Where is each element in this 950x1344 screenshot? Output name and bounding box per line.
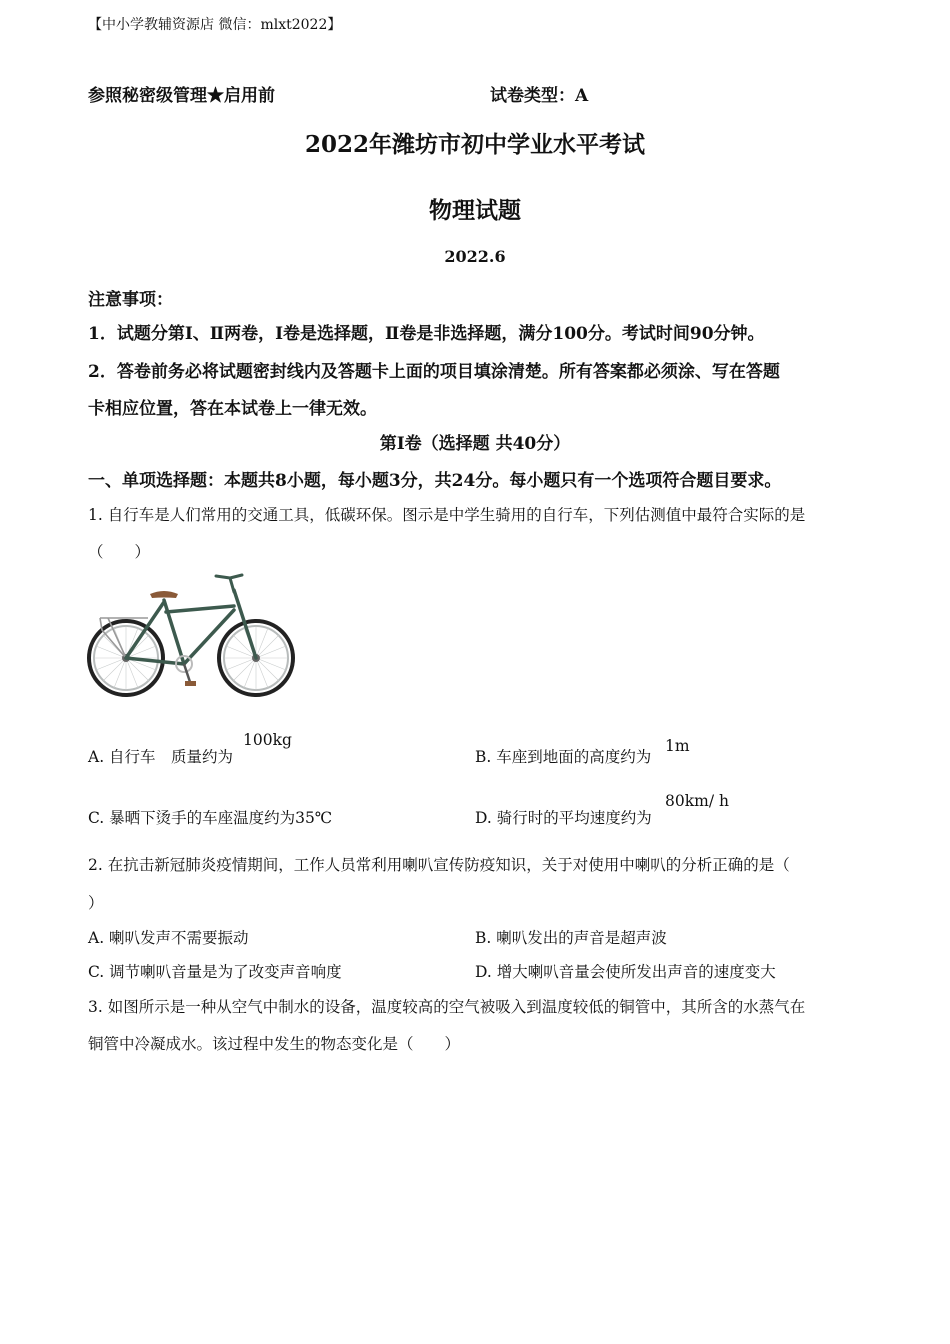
paper-type-label: 试卷类型：A xyxy=(490,86,589,106)
q1-option-b-value: 1m xyxy=(665,737,690,755)
q1-option-b: B. 车座到地面的高度约为 xyxy=(475,748,652,766)
crank-arm xyxy=(184,664,190,682)
question-3-stem-line-2: 铜管中冷凝成水。该过程中发生的物态变化是（ ） xyxy=(88,1035,461,1053)
handlebar xyxy=(216,575,242,592)
bicycle-seat xyxy=(150,591,178,598)
notice-heading: 注意事项： xyxy=(88,290,173,310)
subject-title: 物理试题 xyxy=(429,197,521,224)
q1-option-d: D. 骑行时的平均速度约为 xyxy=(475,809,652,827)
question-1-blank: （ ） xyxy=(88,543,151,561)
section-one-heading: 一、单项选择题：本题共8小题，每小题3分，共24分。每小题只有一个选项符合题目要求。 xyxy=(88,471,782,491)
notice-item-2-line-1: 2．答卷前务必将试题密封线内及答题卡上面的项目填涂清楚。所有答案都必须涂、写在答题 xyxy=(88,362,780,382)
q2-option-a: A. 喇叭发声不需要振动 xyxy=(88,929,249,947)
bicycle-illustration xyxy=(86,570,298,706)
exam-date: 2022.6 xyxy=(444,247,506,266)
question-1-stem: 1. 自行车是人们常用的交通工具，低碳环保。图示是中学生骑用的自行车，下列估测值中最符合实际的是 xyxy=(88,506,806,524)
question-3-stem: 3. 如图所示是一种从空气中制水的设备，温度较高的空气被吸入到温度较低的铜管中，其所含的水蒸气在 xyxy=(88,998,806,1016)
secret-level-label: 参照秘密级管理★启用前 xyxy=(88,86,275,106)
part-one-heading: 第Ⅰ卷（选择题 共40分） xyxy=(379,434,571,454)
q1-option-a-value: 100kg xyxy=(243,731,292,749)
watermark-text: 【中小学教辅资源店 微信：mlxt2022】 xyxy=(88,17,342,33)
question-2-stem: 2. 在抗击新冠肺炎疫情期间，工作人员常利用喇叭宣传防疫知识，关于对使用中喇叭的分析正确的是（ xyxy=(88,856,790,874)
q1-option-a: A. 自行车 质量约为 xyxy=(88,748,234,766)
q2-option-c: C. 调节喇叭音量是为了改变声音响度 xyxy=(88,963,342,981)
q2-option-b: B. 喇叭发出的声音是超声波 xyxy=(475,929,667,947)
exam-title: 2022年潍坊市初中学业水平考试 xyxy=(304,131,645,158)
q2-option-d: D. 增大喇叭音量会使所发出声音的速度变大 xyxy=(475,963,776,981)
question-2-blank: ） xyxy=(88,894,104,912)
q1-option-d-value: 80km/ h xyxy=(665,792,729,810)
q1-option-c: C. 暴晒下烫手的车座温度约为35℃ xyxy=(88,809,333,827)
pedal xyxy=(185,681,196,686)
notice-item-2-line-2: 卡相应位置，答在本试卷上一律无效。 xyxy=(88,399,377,419)
notice-item-1: 1．试题分第Ⅰ、Ⅱ两卷，Ⅰ卷是选择题，Ⅱ卷是非选择题，满分100分。考试时间90分钟。 xyxy=(88,324,765,344)
